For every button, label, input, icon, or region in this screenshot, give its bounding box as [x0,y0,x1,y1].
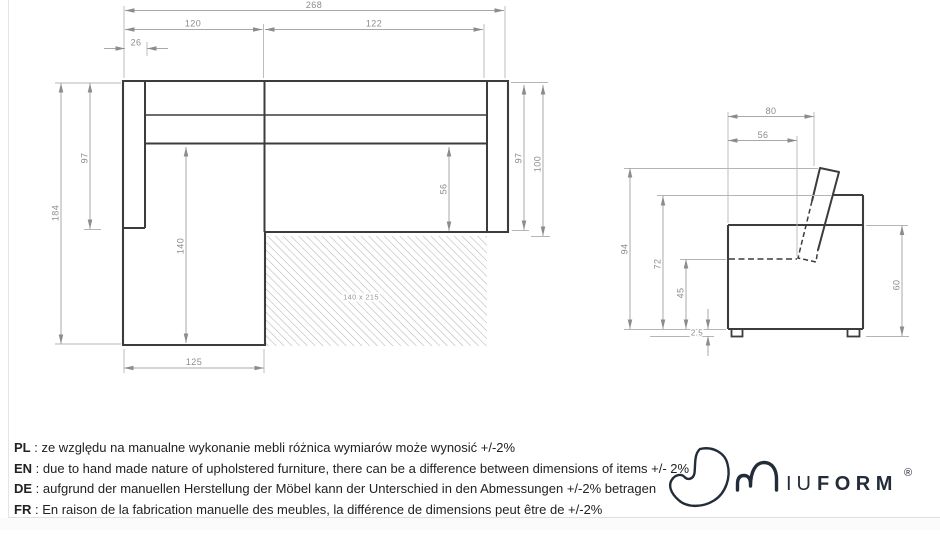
dim-armrest-width: 26 [130,37,142,48]
sleeping-area-hatch [266,236,487,346]
dim-backrest-cushion-depth: 56 [757,130,769,140]
logo-text-form: FORM [817,473,898,495]
dim-left-section-width: 120 [184,18,202,29]
dim-right-depth: 97 [513,152,524,164]
lang-label-fr: FR [14,501,32,517]
side-view-dimension-lines [630,117,902,357]
dim-total-height: 94 [619,243,630,255]
dim-left-total-depth: 184 [50,204,61,222]
dim-total-width: 268 [305,0,323,10]
separator: : [32,460,43,476]
disclaimer-line-en [14,459,714,480]
dim-leg-height: 2.5 [690,328,704,338]
side-view-outline [728,195,863,329]
dim-chaise-length: 140 [175,237,186,255]
dim-body-height: 60 [891,279,902,291]
separator: : [32,481,43,497]
side-view [620,106,910,356]
back-leg [848,329,860,337]
dim-right-total-depth: 100 [532,155,543,173]
top-view [51,0,551,373]
disclaimer-text-en: due to hand made nature of upholstered furniture, there can be a difference between dimensions of items +/- 2% [42,460,690,476]
backrest-cushion-visible [812,168,839,250]
sleeping-area-label: 140 x 215 [343,292,379,302]
disclaimer-line-de [14,479,714,500]
separator: : [31,501,43,517]
registered-trademark-icon: ® [904,467,913,479]
lang-label-pl: PL [14,440,31,455]
disclaimer-line-fr [14,500,714,521]
disclaimer-text-pl: ze względu na manualne wykonanie mebli różnica wymiarów może wynosić +/-2% [41,440,516,455]
logo-stylized-m [738,463,777,491]
dim-chaise-width: 125 [185,357,203,367]
lang-label-en: EN [14,460,33,476]
separator: : [30,440,42,455]
dim-left-armrest-length: 97 [79,152,90,164]
logo-text-iu: IU [786,473,816,495]
lang-label-de: DE [14,481,33,497]
dim-seat-height: 45 [675,287,686,299]
dim-backrest-height: 72 [652,258,663,270]
backrest-cushion-hidden [798,201,818,262]
dim-seat-depth: 56 [438,183,449,195]
disclaimer-block [14,438,714,520]
disclaimer-text-fr: En raison de la fabrication manuelle des meubles, la différence de dimensions peut être de +/-2% [42,501,603,517]
disclaimer-text-de: aufgrund der manuellen Herstellung der Möbel kann der Unterschied in den Abmessungen +/-2% betragen [42,481,657,497]
dim-right-section-width: 122 [365,18,383,29]
dim-top-depth: 80 [765,106,777,116]
disclaimer-line-pl [14,438,714,459]
front-leg [732,329,743,337]
